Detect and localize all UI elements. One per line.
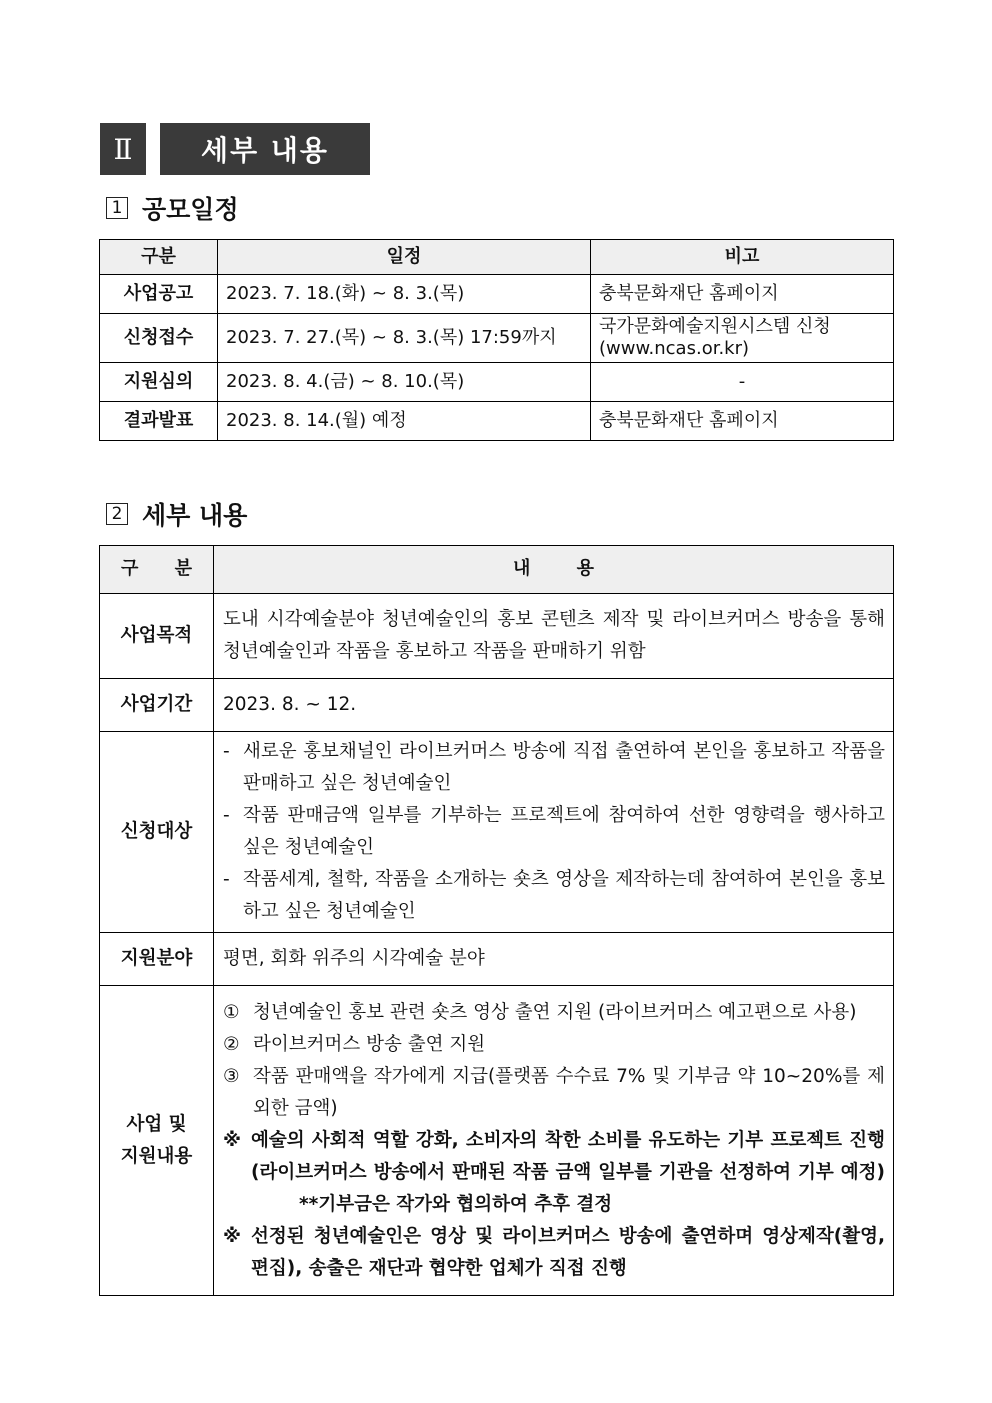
period-text: 2023. 8. ~ 12. xyxy=(214,679,894,732)
row-schedule: 2023. 8. 14.(월) 예정 xyxy=(218,402,591,441)
table-row xyxy=(100,933,894,986)
row-note: 충북문화재단 홈페이지 xyxy=(591,275,894,314)
list-item: ① 청년예술인 홍보 관련 숏츠 영상 출연 지원 (라이브커머스 예고편으로 사용) xyxy=(223,1001,857,1023)
row-label: 신청대상 xyxy=(100,732,214,933)
row-note-line: 국가문화예술지원시스템 신청 xyxy=(599,315,831,337)
subheading-details xyxy=(106,496,247,532)
subheading-title: 세부 내용 xyxy=(142,501,248,530)
row-label: 사업기간 xyxy=(100,679,214,732)
row-category: 사업공고 xyxy=(100,275,218,314)
table-row xyxy=(100,314,894,363)
column-header: 구 분 xyxy=(100,546,214,594)
note-item: ※ 예술의 사회적 역할 강화, 소비자의 착한 소비를 유도하는 기부 프로젝트 진행(라이브커머스 방송에서 판매된 작품 금액 일부를 기관을 선정하여 기부 예정)**기부금은 작가와 협의하여 추후 결정 xyxy=(223,1129,885,1215)
list-item: ② 라이브커머스 방송 출연 지원 xyxy=(223,1033,486,1055)
list-item: ③ 작품 판매액을 작가에게 지급(플랫폼 수수료 7% 및 기부금 약 10~20%를 제외한 금액) xyxy=(223,1065,885,1119)
column-header: 내 용 xyxy=(214,546,894,594)
details-table xyxy=(99,545,894,1296)
row-note xyxy=(591,314,894,363)
schedule-table xyxy=(99,239,894,441)
subheading-schedule xyxy=(106,190,239,226)
row-label: 지원분야 xyxy=(100,933,214,986)
roman-numeral: Ⅱ xyxy=(100,123,146,175)
row-schedule: 2023. 8. 4.(금) ~ 8. 10.(목) xyxy=(218,363,591,402)
row-category: 지원심의 xyxy=(100,363,218,402)
website-link[interactable]: (www.ncas.or.kr) xyxy=(599,338,750,359)
list-item: - 작품세계, 철학, 작품을 소개하는 숏츠 영상을 제작하는데 참여하여 본인을 홍보하고 싶은 청년예술인 xyxy=(223,869,885,922)
table-row xyxy=(100,363,894,402)
table-header-row xyxy=(100,240,894,275)
list-item: - 새로운 홍보채널인 라이브커머스 방송에 직접 출연하여 본인을 홍보하고 작품을 판매하고 싶은 청년예술인 xyxy=(223,741,885,794)
field-text: 평면, 회화 위주의 시각예술 분야 xyxy=(214,933,894,986)
table-header-row xyxy=(100,546,894,594)
column-header: 일정 xyxy=(218,240,591,275)
support-list xyxy=(214,986,894,1296)
column-header: 비고 xyxy=(591,240,894,275)
section-title: 세부 내용 xyxy=(160,123,370,175)
table-row xyxy=(100,275,894,314)
table-row xyxy=(100,732,894,933)
row-note: - xyxy=(591,363,894,402)
target-list xyxy=(214,732,894,933)
row-category: 신청접수 xyxy=(100,314,218,363)
table-row xyxy=(100,402,894,441)
subheading-number: 1 xyxy=(106,197,128,219)
table-row xyxy=(100,594,894,679)
row-schedule: 2023. 7. 27.(목) ~ 8. 3.(목) 17:59까지 xyxy=(218,314,591,363)
note-item: ※ 선정된 청년예술인은 영상 및 라이브커머스 방송에 출연하며 영상제작(촬영, 편집), 송출은 재단과 협약한 업체가 직접 진행 xyxy=(223,1225,885,1279)
row-category: 결과발표 xyxy=(100,402,218,441)
row-label: 사업목적 xyxy=(100,594,214,679)
row-note: 충북문화재단 홈페이지 xyxy=(591,402,894,441)
list-item: - 작품 판매금액 일부를 기부하는 프로젝트에 참여하여 선한 영향력을 행사하고 싶은 청년예술인 xyxy=(223,805,885,858)
row-schedule: 2023. 7. 18.(화) ~ 8. 3.(목) xyxy=(218,275,591,314)
row-label: 사업 및 지원내용 xyxy=(100,986,214,1296)
purpose-text: 도내 시각예술분야 청년예술인의 홍보 콘텐츠 제작 및 라이브커머스 방송을 통해 청년예술인과 작품을 홍보하고 작품을 판매하기 위함 xyxy=(214,594,894,679)
table-row xyxy=(100,986,894,1296)
subheading-title: 공모일정 xyxy=(142,195,239,224)
subheading-number: 2 xyxy=(106,503,128,525)
table-row xyxy=(100,679,894,732)
column-header: 구분 xyxy=(100,240,218,275)
